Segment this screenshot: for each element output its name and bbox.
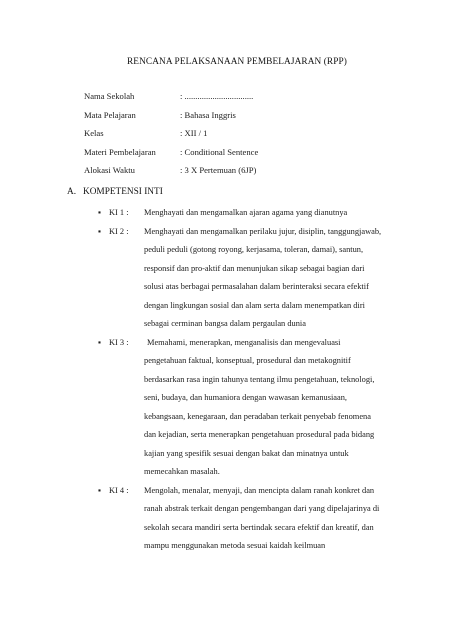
ki-text-line: kebangsaan, kenegaraan, dan peradaban terkait penyebab fenomena	[144, 412, 371, 421]
ki-label: KI 3 :	[109, 338, 129, 347]
info-label: Mata Pelajaran	[84, 110, 136, 120]
info-value: : ................................	[180, 91, 254, 101]
ki-text-line: ranah abstrak terkait dengan pengembangan dari yang dipelajarinya di	[144, 504, 380, 513]
info-value: : Conditional Sentence	[180, 147, 259, 157]
ki-text-line: sebagai cerminan bangsa dalam pergaulan dunia	[144, 319, 306, 328]
bullet-icon: ▪	[98, 208, 101, 217]
info-value: : 3 X Pertemuan (6JP)	[180, 165, 257, 175]
section-letter: A.	[67, 187, 77, 197]
bullet-icon: ▪	[98, 227, 101, 236]
info-label: Alokasi Waktu	[84, 165, 135, 175]
ki-text-line: peduli peduli (gotong royong, kerjasama, toleran, damai), santun,	[144, 245, 364, 254]
ki-text-line: responsif dan pro-aktif dan menunjukan sikap sebagai bagian dari	[144, 264, 365, 273]
ki-text-line: pengetahuan faktual, konseptual, prosedural dan metakognitif	[144, 356, 351, 365]
ki-label: KI 4 :	[109, 486, 129, 495]
info-value: : Bahasa Inggris	[180, 110, 236, 120]
bullet-icon: ▪	[98, 486, 101, 495]
info-label: Nama Sekolah	[84, 91, 135, 101]
ki-text-line: Menghayati dan mengamalkan perilaku jujur, disiplin, tanggungjawab,	[144, 227, 382, 236]
ki-text-line: dan kejadian, serta menerapkan pengetahuan prosedural pada bidang	[144, 430, 375, 439]
ki-text-line: kajian yang spesifik sesuai dengan bakat dan minatnya untuk	[144, 449, 349, 458]
ki-text-line: memecahkan masalah.	[144, 467, 220, 476]
ki-text-line: Menghayati dan mengamalkan ajaran agama yang dianutnya	[144, 208, 348, 217]
ki-text-line: seni, budaya, dan humaniora dengan wawasan kemanusiaan,	[144, 393, 348, 402]
ki-text-line: dengan lingkungan sosial dan alam serta dalam menempatkan diri	[144, 301, 365, 310]
ki-label: KI 1 :	[109, 208, 129, 217]
ki-text-line: Memahami, menerapkan, menganalisis dan mengevaluasi	[147, 338, 341, 347]
ki-text-line: mampu menggunakan metoda sesuai kaidah keilmuan	[144, 541, 326, 550]
bullet-icon: ▪	[98, 338, 101, 347]
info-label: Kelas	[84, 128, 104, 138]
info-label: Materi Pembelajaran	[84, 147, 156, 157]
ki-text-line: solusi atas berbagai permasalahan dalam berinteraksi secara efektif	[144, 282, 369, 291]
ki-label: KI 2 :	[109, 227, 129, 236]
ki-text-line: Mengolah, menalar, menyaji, dan mencipta dalam ranah konkret dan	[144, 486, 375, 495]
info-value: : XII / 1	[180, 128, 208, 138]
ki-text-line: sekolah secara mandiri serta bertindak secara efektif dan kreatif, dan	[144, 523, 374, 532]
section-title: KOMPETENSI INTI	[83, 187, 163, 197]
ki-text-line: berdasarkan rasa ingin tahunya tentang ilmu pengetahuan, teknologi,	[144, 375, 375, 384]
document-title: RENCANA PELAKSANAAN PEMBELAJARAN (RPP)	[127, 57, 347, 67]
